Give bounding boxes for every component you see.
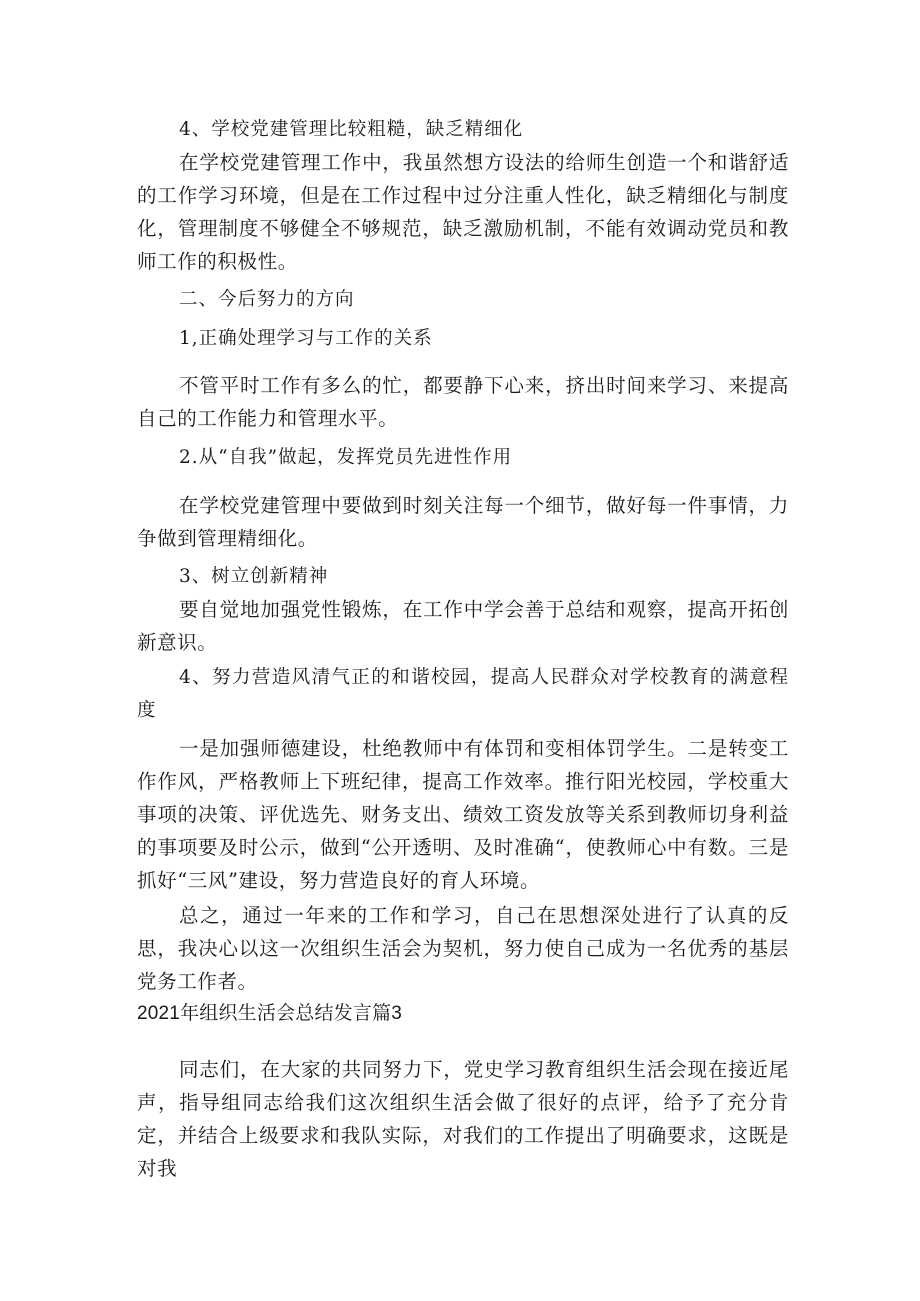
section-title-speech-3: 2021年组织生活会总结发言篇3 <box>137 1003 403 1024</box>
heading-future-direction: 二、今后努力的方向 <box>179 289 355 310</box>
paragraph-speech-opening: 同志们，在大家的共同努力下，党史学习教育组织生活会现在接近尾声，指导组同志给我们这次组织生活会做了很好的点评，给予了充分肯定，并结合上级要求和我队实际，对我们的工作提出了明确要求，这既是对我 <box>137 1058 789 1180</box>
heading-start-from-self: 2.从“自我”做起，发挥党员先进性作用 <box>179 447 513 468</box>
paragraph-start-from-self: 在学校党建管理中要做到时刻关注每一个细节，做好每一件事情，力争做到管理精细化。 <box>137 494 789 550</box>
paragraph-conclusion: 总之，通过一年来的工作和学习，自己在思想深处进行了认真的反思，我决心以这一次组织生活会为契机，努力使自己成为一名优秀的基层党务工作者。 <box>137 904 789 993</box>
heading-study-work-balance: 1,正确处理学习与工作的关系 <box>179 328 433 349</box>
heading-innovation-spirit: 3、树立创新精神 <box>179 566 329 587</box>
paragraph-study-work-balance: 不管平时工作有多么的忙，都要静下心来，挤出时间来学习、来提高自己的工作能力和管理水平。 <box>137 374 789 430</box>
paragraph-innovation-spirit: 要自觉地加强党性锻炼，在工作中学会善于总结和观察，提高开拓创新意识。 <box>137 598 789 654</box>
paragraph-harmonious-campus: 一是加强师德建设，杜绝教师中有体罚和变相体罚学生。二是转变工作作风，严格教师上下班纪律，提高工作效率。推行阳光校园，学校重大事项的决策、评优选先、财务支出、绩效工资发放等关系到教师切身利益的事项要及时公示，做到“公开透明、及时准确“，使教师心中有数。三是抓好“三风”建设，努力营造良好的育人环境。 <box>137 737 789 892</box>
heading-party-management-rough: 4、学校党建管理比较粗糙，缺乏精细化 <box>179 119 524 140</box>
heading-harmonious-campus: 4、努力营造风清气正的和谐校园，提高人民群众对学校教育的满意程度 <box>137 667 789 721</box>
paragraph-party-management-details: 在学校党建管理工作中，我虽然想方设法的给师生创造一个和谐舒适的工作学习环境，但是在工作过程中过分注重人性化，缺乏精细化与制度化，管理制度不够健全不够规范，缺乏激励机制，不能有效调动党员和教师工作的积极性。 <box>137 151 789 273</box>
